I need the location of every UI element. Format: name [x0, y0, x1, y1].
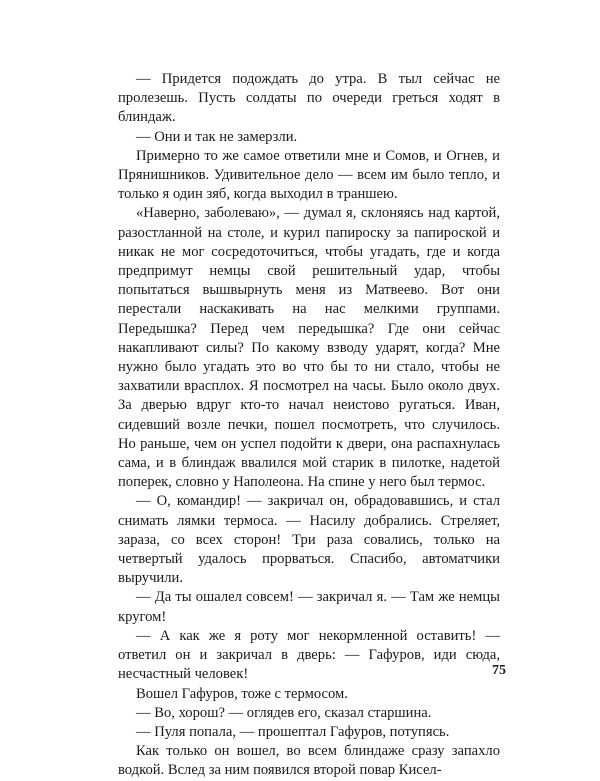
paragraph: — А как же я роту мог некормленной оставить! — ответил он и закричал в дверь: — Гафуров, иди сюда, несчастный человек! [118, 627, 500, 683]
body-text [118, 70, 500, 781]
page-number: 75 [492, 663, 506, 678]
paragraph: — Да ты ошалел совсем! — закричал я. — Там же немцы кругом! [118, 589, 500, 625]
paragraph: — Они и так не замерзли. [136, 128, 298, 145]
paragraph: Примерно то же самое ответили мне и Сомов, и Огнев, и Прянишников. Удивительное дело — всем им было тепло, и только я один зяб, когда выходил в траншею. [118, 147, 500, 203]
paragraph: «Наверно, заболеваю», — думал я, склоняясь над картой, разостланной на столе, и курил папироску за папироской и никак не мог сосредоточиться, чтобы угадать, где и когда предпримут немцы свой решительный удар, чтобы попытаться вышвырнуть меня из Матвеево. Вот они перестали наскакивать на нас мелкими группами. Передышка? Перед чем передышка? Где они сейчас накапливают силы? По какому взводу ударят, когда? Мне нужно было угадать это во что бы то ни стало, чтобы не захватили врасплох. Я посмотрел на часы. Было около двух. За дверью вдруг кто-то начал неистово ругаться. Иван, сидевший возле печки, пошел посмотреть, что случилось. Но раньше, чем он успел подойти к двери, она распахнулась сама, и в блиндаж ввалился мой старик в пилотке, надетой поперек, словно у Наполеона. На спине у него был термос. [118, 205, 500, 491]
paragraph: — Во, хорош? — оглядев его, сказал старшина. [136, 704, 432, 721]
paragraph: Как только он вошел, во всем блиндаже сразу запахло водкой. Вслед за ним появился второй повар Кисел- [118, 743, 500, 779]
paragraph: — Пуля попала, — прошептал Гафуров, потупясь. [136, 723, 450, 740]
paragraph: — Придется подождать до утра. В тыл сейчас не пролезешь. Пусть солдаты по очереди греться ходят в блиндаж. [118, 71, 500, 126]
paragraph: Вошел Гафуров, тоже с термосом. [136, 685, 348, 702]
paragraph: — О, командир! — закричал он, обрадовавшись, и стал снимать лямки термоса. — Насилу добрались. Стреляет, зараза, со всех сторон! Три раза совались, только на четвертый удалось прорваться. Спасибо, автоматчики выручили. [118, 493, 500, 587]
